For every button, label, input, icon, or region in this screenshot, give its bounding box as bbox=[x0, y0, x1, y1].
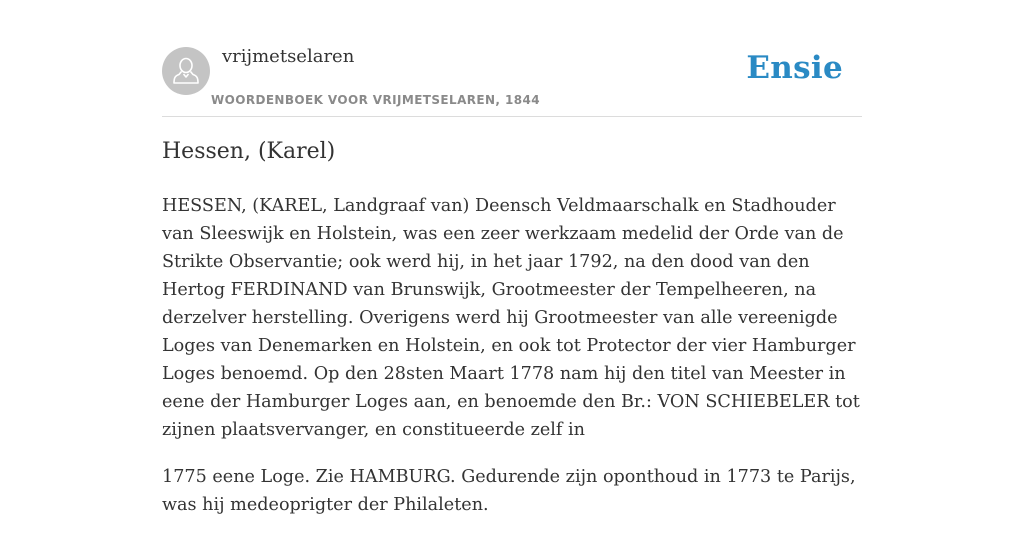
user-placeholder-icon[interactable] bbox=[162, 47, 210, 95]
ensie-logo[interactable]: Ensie bbox=[746, 50, 843, 86]
entry-paragraph: 1775 eene Loge. Zie HAMBURG. Gedurende zijn oponthoud in 1773 te Parijs, was hij medeoprigter der Philaleten. bbox=[162, 467, 856, 515]
header bbox=[162, 0, 862, 117]
dictionary-title[interactable]: WOORDENBOEK VOOR VRIJMETSELAREN, 1844 bbox=[211, 93, 540, 107]
entry-body bbox=[162, 192, 862, 538]
source-name-link[interactable]: vrijmetselaren bbox=[222, 46, 355, 67]
entry-title: Hessen, (Karel) bbox=[162, 139, 336, 164]
page bbox=[162, 0, 862, 515]
entry-paragraph: HESSEN, (KAREL, Landgraaf van) Deensch Veldmaarschalk en Stadhouder van Sleeswijk en Holstein, was een zeer werkzaam medelid der Orde van de Strikte Observantie; ook werd hij, in het jaar 1792, na den dood van den Hertog FERDINAND van Brunswijk, Grootmeester der Tempelheeren, na derzelver herstelling. Overigens werd hij Grootmeester van alle vereenigde Loges van Denemarken en Holstein, en ook tot Protector der vier Hamburger Loges benoemd. Op den 28sten Maart 1778 nam hij den titel van Meester in eene der Hamburger Loges aan, en benoemde den Br.: VON SCHIEBELER tot zijnen plaatsvervanger, en constitueerde zelf in bbox=[162, 196, 860, 440]
